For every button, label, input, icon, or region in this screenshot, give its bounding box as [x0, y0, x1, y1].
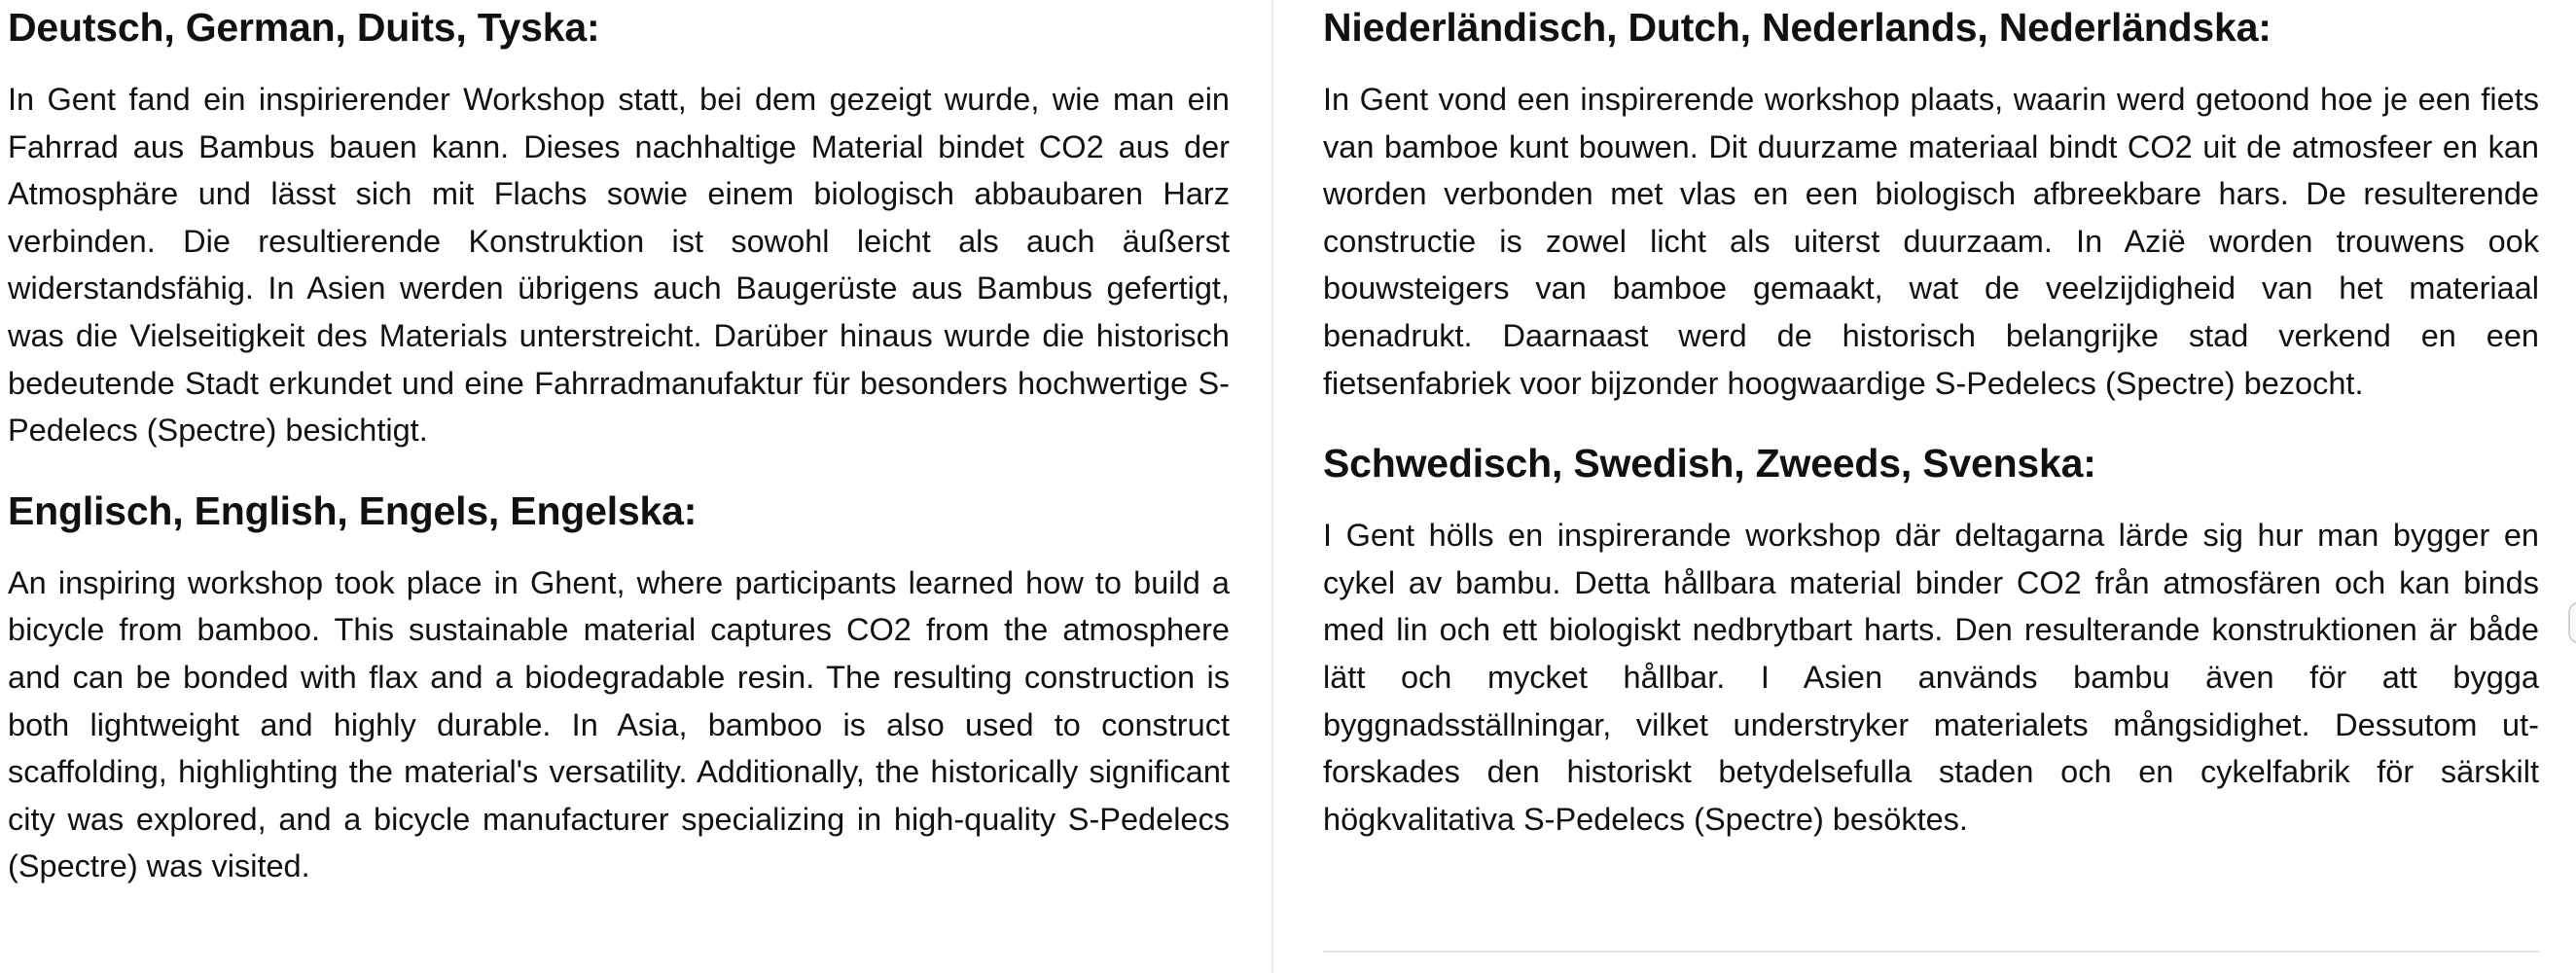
section-english	[8, 484, 1230, 890]
section-title-swedish: Schwedisch, Swedish, Zweeds, Svenska:	[1323, 441, 2096, 486]
section-text-english: An inspiring workshop took place in Ghent, where participants learned how to build a bicycle from bamboo. This sustainable material captures CO2 from the atmosphere and can be bonded with flax and a biodegradable resin. The resulting construction is both lightweight and highly durable. In Asia, bamboo is also used to construct scaffolding, highlighting the material's versatility. Additionally, the historically significant city was explored, and a bicycle manufacturer specializing in high-quality S-Pedelecs (Spectre) was visited.	[8, 564, 1230, 884]
section-text-swedish: I Gent hölls en inspirerande workshop där deltagarna lärde sig hur man bygger en cykel av bambu. Detta hållbara material binder CO2 från atmosfären och kan binds med lin och ett biologiskt nedbrytbart harts. Den resulterande konstruktionen är både lätt och mycket hållbar. I Asien används bambu även för att bygga byggnadsställningar, vilket understryker materialets mångsidighet. Dessutom utforskades den historiskt betydelsefulla staden och en cykelfabrik för särskilt högkvalitativa S-Pedelecs (Spectre) besöktes.	[1323, 518, 2539, 837]
section-text-german: In Gent fand ein inspirierender Workshop statt, bei dem gezeigt wurde, wie man ein Fahrrad aus Bambus bauen kann. Dieses nachhaltige Material bindet CO2 aus der Atmosphäre und lässt sich mit Flachs sowie einem biologisch abbaubaren Harz verbinden. Die resultierende Konstruktion ist sowohl leicht als auch äußerst widerstandsfähig. In Asien werden übrigens auch Baugerüste aus Bambus gefertigt, was die Vielseitigkeit des Materials unterstreicht. Darüber hinaus wurde die historisch bedeutende Stadt erkundet und eine Fahrradmanufaktur für besonders hochwertige S-Pedelecs (Spectre) besichtigt.	[8, 82, 1230, 449]
section-title-dutch: Niederländisch, Dutch, Nederlands, Nederländska:	[1323, 5, 2272, 50]
section-swedish	[1323, 436, 2539, 843]
left-column	[8, 0, 1230, 890]
scroll-edge-handle[interactable]	[2568, 601, 2576, 644]
column-divider	[1271, 0, 1273, 973]
section-title-german: Deutsch, German, Duits, Tyska:	[8, 5, 600, 50]
right-column	[1323, 0, 2539, 843]
section-german	[8, 0, 1230, 454]
section-title-english: Englisch, English, Engels, Engelska:	[8, 487, 698, 533]
bottom-rule	[1323, 951, 2539, 953]
section-text-dutch: In Gent vond een inspirerende workshop plaats, waarin werd getoond hoe je een fiets van bamboe kunt bouwen. Dit duurzame materiaal bindt CO2 uit de atmosfeer en kan worden verbonden met vlas en een biologisch afbreekbare hars. De resulterende constructie is zowel licht als uiterst duurzaam. In Azië worden trouwens ook bouwsteigers van bamboe gemaakt, wat de veelzijdigheid van het materiaal benadrukt. Daarnaast werd de historisch belangrijke stad verkend en een fietsenfabriek voor bijzonder hoogwaardige S-Pedelecs (Spectre) bezocht.	[1323, 82, 2539, 401]
section-dutch	[1323, 0, 2539, 407]
